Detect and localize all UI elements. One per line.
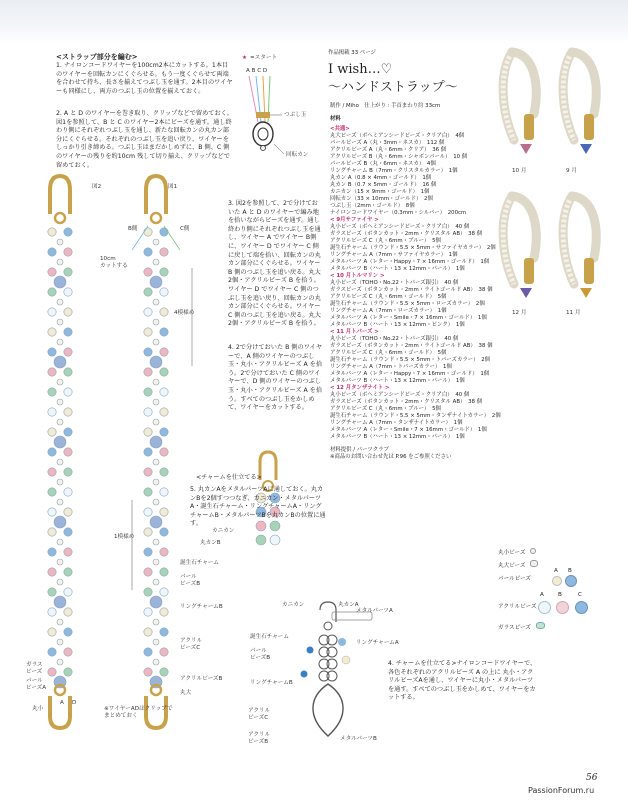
material-month-item: 誕生石チャーム（ラウンド・5.5 × 5mm・タンザナイトカラー） 2個 <box>330 413 501 419</box>
legend-pearl: パールビーズ <box>498 576 531 582</box>
fig2-center-bead <box>57 419 63 425</box>
fig1-center-bead <box>153 639 159 645</box>
wiring-diagram <box>236 52 326 172</box>
acrylic-c-label: アクリル ビーズC <box>180 638 203 651</box>
fig2-center-bead <box>57 379 63 385</box>
fig1-bead <box>144 668 152 676</box>
mini-bead <box>256 535 266 545</box>
fig2-center-bead <box>57 579 63 585</box>
photo-strap-sep <box>554 44 614 164</box>
clasp-top-fig1 <box>146 176 166 223</box>
fig2-center-bead <box>57 659 63 665</box>
fig1-center-bead <box>153 499 159 505</box>
fig2-bead <box>48 628 56 636</box>
fig1-bead <box>160 508 168 516</box>
fig2-bead <box>48 608 56 616</box>
fig2-bead <box>48 268 56 276</box>
fig2-bead <box>64 228 72 236</box>
fig1-center-bead <box>153 459 159 465</box>
fig2-center-bead <box>57 319 63 325</box>
fig1-center-bead <box>153 239 159 245</box>
fig2-bead <box>64 388 72 396</box>
fig2-center-bead <box>57 479 63 485</box>
four-pattern-label: 4模様め <box>174 310 195 316</box>
cd-pearl-b: パール ビーズB <box>250 648 271 661</box>
legend-pearl-a-icon <box>552 576 562 586</box>
fig2-bead <box>64 288 72 296</box>
fig1-bead <box>160 488 168 496</box>
material-month-item: アクリルビーズ C（丸・6mm・ブルー） 5個 <box>330 406 441 412</box>
tanjo-charm-label: 誕生石チャーム <box>180 560 219 566</box>
fig1-center-bead <box>153 579 159 585</box>
fig1-center-bead <box>153 419 159 425</box>
cd-ring-b: リングチャームB <box>250 680 293 686</box>
fig1-center-bead <box>153 619 159 625</box>
marukan-b-label: 丸カンB <box>200 540 221 546</box>
fig2-bead <box>64 428 72 436</box>
fig2-center-bead <box>57 299 63 305</box>
fig1-bead <box>144 308 152 316</box>
fig1-label: 図1 <box>168 184 178 190</box>
fig2-bead <box>48 408 56 416</box>
fig1-bead <box>160 368 168 376</box>
legend-acrylic-b-letter: B <box>558 592 562 598</box>
fig1-bead <box>160 288 168 296</box>
fig1-bead <box>144 388 152 396</box>
product-title-2: 〜ハンドストラップ〜 <box>328 80 458 95</box>
cd-metal-a: メタルパーツA <box>356 608 393 614</box>
acrylic-b-label: アクリルビーズB <box>180 676 223 682</box>
fig1-bead <box>144 368 152 376</box>
cd-marukan-a: 丸カンA <box>338 602 359 608</box>
material-common-item: パールビーズ A（丸・3mm・ネスカ） 112 個 <box>330 140 445 146</box>
fig2-bead <box>64 668 72 676</box>
legend-acrylic-b-icon <box>556 601 569 614</box>
material-month-item: ガラスビーズ（ボタンカット・2mm・クリスタル AB） 38 個 <box>330 399 483 405</box>
fig2-bead <box>64 448 72 456</box>
fig2-bead <box>64 328 72 336</box>
fig1-center-bead <box>150 596 162 608</box>
material-common-item: つぶし玉（2mm・ゴールド） 8個 <box>330 203 415 209</box>
fig2-bead <box>48 388 56 396</box>
material-common-item: アクリルビーズ B（丸・6mm・シャボンパール） 10 個 <box>330 154 468 160</box>
fig2-center-bead <box>57 399 63 405</box>
strap-step1: 1. ナイロンコードワイヤーを100cm2本にカットする。1本目のワイヤーを回転カンにくぐらせる。もう一度くぐらせて両端を合わせて持ち、長さを揃えてつぶし玉を通す。2本目のワイヤーも同様にし、両方のつぶし玉の位置を揃えておく。 <box>56 62 233 95</box>
legend-acrylic-c-letter: C <box>578 592 582 598</box>
cd-acrylic-b: アクリル ビーズB <box>248 732 271 745</box>
material-month-item: ガラスビーズ（ボタンカット・2mm・ライトゴールド AB） 38 個 <box>330 287 493 293</box>
fig1-bead <box>160 308 168 316</box>
fig2-bead <box>48 328 56 336</box>
credit: 制作 / Miho 仕上がり : 手首まわり約 33cm <box>330 103 441 109</box>
cd-ring-a: リングチャームA <box>356 640 399 646</box>
fig1-bead <box>144 228 152 236</box>
month-heading: < 11 月トパーズ > <box>330 329 379 335</box>
fig1-bead <box>160 408 168 416</box>
fig2-bead <box>64 508 72 516</box>
fig1-bead <box>160 448 168 456</box>
fig1-bead <box>160 528 168 536</box>
fig2-center-bead <box>57 499 63 505</box>
charm-diagram <box>280 600 390 750</box>
clasp-top-fig2 <box>50 176 70 223</box>
legend-acrylic-c-icon <box>575 601 588 614</box>
cd-metal-b: メタルパーツB <box>340 736 377 742</box>
material-month-item: メタルパーツ B（ハート・13 × 12mm・パール） 1個 <box>330 378 465 384</box>
fig1-center-bead <box>150 516 162 528</box>
fig2-center-bead <box>57 619 63 625</box>
material-month-item: 誕生石チャーム（ラウンド・5.5 × 5mm・トパーズカラー） 2個 <box>330 357 491 363</box>
fig1-bead <box>144 448 152 456</box>
fig1-center-bead <box>153 659 159 665</box>
kaiten-label: 回転カン <box>286 152 309 158</box>
photo-label-dec: 12 月 <box>512 310 527 316</box>
fig2-bead <box>48 348 56 356</box>
fig2-bead <box>48 568 56 576</box>
fig2-bead <box>64 568 72 576</box>
fig2-bead <box>48 548 56 556</box>
fig2-center-bead <box>57 459 63 465</box>
fig1-bead <box>160 588 168 596</box>
strap-step2: 2. A と D のワイヤーを巻き取り、クリップなどで留めておく。図1を参照して、B と C のワイヤー2本にビーズを通す。通し終わり側にそれぞれつぶし玉を通し、新たな回転カンの丸カン部分にくぐらせる。それぞれのつぶし玉を追い戻り、ワイヤーをしっかり引き締める。つぶし玉はまだかしめずに、B 側、C 側のワイヤーの残りを約10cm 残して切り揃え、クリップなどで留めておく。 <box>56 110 233 169</box>
fig1-bead <box>144 628 152 636</box>
d-letter: D <box>72 700 77 706</box>
material-month-item: リングチャーム A（7mm・タンザナイトカラー） 1個 <box>330 420 463 426</box>
page-ref: 作品掲載 33 ページ <box>328 50 376 56</box>
fig1-bead <box>160 328 168 336</box>
bead-legend <box>498 548 608 638</box>
fig1-center-bead <box>150 276 162 288</box>
material-month-item: メタルパーツ A（レター・Happy・7 × 16mm・ゴールド） 1個 <box>330 259 490 265</box>
fig2-center-bead <box>54 356 66 368</box>
fig1-bead <box>144 428 152 436</box>
material-month-item: 誕生石チャーム（ラウンド・5.5 × 5mm・ローズカラー） 2個 <box>330 301 485 307</box>
cd-kanikan: カニカン <box>282 602 305 608</box>
legend-maru-dai: 丸大ビーズ <box>498 563 526 569</box>
fig1-center-bead <box>153 399 159 405</box>
legend-glass: ガラスビーズ <box>498 625 531 631</box>
material-common-item: リングチャーム B（7mm・クリスタルカラー） 1個 <box>330 168 458 174</box>
mini-bead <box>270 535 280 545</box>
fig2-center-bead <box>54 596 66 608</box>
fig2-bead <box>64 588 72 596</box>
fig1-bead <box>160 248 168 256</box>
legend-maru-sho-icon <box>530 548 536 554</box>
common-heading: <共通> <box>330 126 350 132</box>
material-month-item: 丸小ビーズ（ボヘミアンシードビーズ・クリア白） 40 個 <box>330 392 470 398</box>
fig2-bead <box>48 308 56 316</box>
fig2-bead <box>64 528 72 536</box>
fig1-bead <box>160 228 168 236</box>
fig1-center-bead <box>153 559 159 565</box>
photo-strap-dec <box>494 188 554 308</box>
material-month-item: 誕生石チャーム（ラウンド・5.5 × 5mm・サファイヤカラー） 2個 <box>330 245 496 251</box>
material-month-item: 丸小ビーズ（TOHO・No.22・トパーズ銀引） 40 個 <box>330 280 459 286</box>
fig1-bead <box>144 588 152 596</box>
material-month-item: メタルパーツ B（ハート・13 × 12mm・パール） 1個 <box>330 266 465 272</box>
material-common-item: アクリルビーズ A（丸・6mm・クリア） 36 個 <box>330 147 447 153</box>
material-month-item: アクリルビーズ C（丸・6mm・ゴールド） 5個 <box>330 350 447 356</box>
fig1-center-bead <box>150 436 162 448</box>
fig1-bead <box>160 668 168 676</box>
legend-pearl-a-letter: A <box>554 568 558 574</box>
fig2-center-bead <box>57 339 63 345</box>
material-month-item: リングチャーム A（7mm・サファイヤカラー） 1個 <box>330 252 458 258</box>
fig1-bead <box>160 548 168 556</box>
product-title-1: I wish…♡ <box>328 62 393 77</box>
legend-maru-sho: 丸小ビーズ <box>498 550 526 556</box>
fig1-bead <box>160 628 168 636</box>
fig2-bead <box>48 228 56 236</box>
legend-maru-dai-icon <box>530 560 538 567</box>
fig1-center-bead <box>153 379 159 385</box>
fig2-center-bead <box>57 539 63 545</box>
fig2-bead <box>64 348 72 356</box>
step3-text: 3. 図2を参照して、2で分けておいた A と D のワイヤーで編み地を拾いながらビーズを通す。通し終わり側にそれぞれつぶし玉を通し、ワイヤー A でワイヤー B側に、ワイヤー D でワイヤー C 側に戻して端を拾い、回転カンの丸カン部分にくぐらせる。ワイヤー B 側のつぶし玉を追い戻る。丸大2個・アクリルビーズ B を拾う。ワイヤー D でワイヤー C 側のつぶし玉を追い戻り、回転カンの丸カン部分にくぐらせる。ワイヤー C 側のつぶし玉を追い戻る。丸大2個・アクリルビーズ B を拾う。 <box>228 200 321 328</box>
fig2-bead <box>64 308 72 316</box>
photo-strap-oct <box>494 44 554 164</box>
fig2-bead <box>64 488 72 496</box>
fig2-bead <box>64 608 72 616</box>
strap-heading: <ストラップ部分を編む> <box>56 53 138 61</box>
fig1-bead <box>160 348 168 356</box>
fig1-bead <box>144 248 152 256</box>
fig2-bead <box>48 368 56 376</box>
fig2-bead <box>48 648 56 656</box>
material-month-item: ガラスビーズ（ボタンカット・2mm・ライトゴールド AB） 38 個 <box>330 343 493 349</box>
pearl-beads-label: パール ビーズA <box>26 678 47 691</box>
fig2-bead <box>48 248 56 256</box>
material-common-item: 丸大ビーズ（ボヘミアンシードビーズ・クリア白） 4個 <box>330 133 465 139</box>
material-month-item: メタルパーツ A（レター・Smile・7 × 16mm・ゴールド） 1個 <box>330 427 487 433</box>
month-heading: < 10 月トルマリン > <box>330 273 385 279</box>
start-text: =スタート <box>250 55 278 61</box>
maru-dai-label: 丸大 <box>180 690 192 696</box>
fig1-bead <box>144 608 152 616</box>
month-heading: < 9月サファイヤ > <box>330 217 379 223</box>
material-common-item: パールビーズ B（丸・6mm・ネスカ） 4個 <box>330 161 436 167</box>
top-banner <box>0 0 628 44</box>
kanikan-label-mid: カニカン <box>212 528 235 534</box>
fig2-center-bead <box>54 276 66 288</box>
fig1-bead <box>144 468 152 476</box>
material-month-item: メタルパーツ A（レター・Smile・7 × 16mm・ゴールド） 1個 <box>330 315 487 321</box>
legend-acrylic: アクリルビーズ <box>498 604 537 610</box>
fig2-bead <box>64 648 72 656</box>
material-common-item: カニカン（15 × 9mm・ゴールド） 1個 <box>330 189 430 195</box>
start-label: ★ <box>242 55 248 61</box>
fig1-bead <box>144 508 152 516</box>
photo-label-oct: 10 月 <box>512 168 527 174</box>
photo-strap-nov <box>554 188 614 308</box>
material-common-item: ナイロンコードワイヤー（0.3mm・シルバー） 200cm <box>330 210 467 216</box>
tsubushi-label: つぶし玉 <box>284 112 307 118</box>
fig1-bead <box>144 648 152 656</box>
fig2-center-bead <box>54 436 66 448</box>
fig2-bead <box>64 268 72 276</box>
ring-charm-b-label: リングチャームB <box>180 604 223 610</box>
fig1-bead <box>160 268 168 276</box>
fig2-bead <box>48 668 56 676</box>
material-month-item: メタルパーツ B（ハート・13 × 12mm・パール） 1個 <box>330 434 465 440</box>
fig2-bead <box>64 468 72 476</box>
fig1-bead <box>160 608 168 616</box>
material-common-item: 丸カン A（0.8 × 4mm・ゴールド） 1個 <box>330 175 432 181</box>
legend-pearl-b-letter: B <box>568 568 572 574</box>
charm-heading: <チャームを仕立てる> <box>196 474 262 481</box>
fig1-bead <box>144 328 152 336</box>
fig2-center-bead <box>57 239 63 245</box>
fig1-bead <box>160 468 168 476</box>
fig1-bead <box>144 548 152 556</box>
site-watermark: PassionForum.ru <box>528 786 595 795</box>
material-month-item: リングチャーム A（7mm・ローズカラー） 1個 <box>330 308 447 314</box>
fig2-bead <box>48 528 56 536</box>
fig2-bead <box>48 468 56 476</box>
fig1-bead <box>160 428 168 436</box>
legend-acrylic-a-letter: A <box>540 592 544 598</box>
photo-label-sep: 9 月 <box>566 168 577 174</box>
fig1-center-bead <box>153 539 159 545</box>
material-month-item: ガラスビーズ（ボタンカット・2mm・クリスタル AB） 38 個 <box>330 231 483 237</box>
inquiry-note: ※商品のお問い合わせ先は P.96 をご参照ください <box>330 454 452 460</box>
fig1-bead <box>144 268 152 276</box>
material-month-item: アクリルビーズ C（丸・6mm・ゴールド） 5個 <box>330 294 447 300</box>
material-month-item: アクリルビーズ C（丸・6mm・ブルー） 5個 <box>330 238 441 244</box>
legend-acrylic-a-icon <box>538 601 551 614</box>
fig1-center-bead <box>153 259 159 265</box>
fig2-bead <box>48 508 56 516</box>
fig1-center-bead <box>153 319 159 325</box>
materials-heading: 材料 <box>330 116 341 122</box>
fig2-center-bead <box>54 516 66 528</box>
fig1-bead <box>160 568 168 576</box>
fig2-bead <box>48 428 56 436</box>
fig1-bead <box>144 288 152 296</box>
fig2-center-bead <box>57 559 63 565</box>
fig2-bead <box>48 588 56 596</box>
material-month-item: リングチャーム A（7mm・トパーズカラー） 1個 <box>330 364 452 370</box>
fig2-bead <box>48 288 56 296</box>
fig2-bead <box>64 408 72 416</box>
ad-clip-note: ※ワイヤーADはクリップで まとめておく <box>104 706 173 719</box>
fig1-center-bead <box>153 479 159 485</box>
fig2-bead <box>48 448 56 456</box>
pearl-b-label: パール ビーズB <box>180 574 201 587</box>
fig2-label: 図2 <box>92 184 102 190</box>
material-month-item: メタルパーツ B（ハート・13 × 12mm・ピンク） 1個 <box>330 322 465 328</box>
fig2-bead <box>64 628 72 636</box>
fig2-bead <box>64 548 72 556</box>
cut10-label: 10cm カットする <box>100 256 128 269</box>
fig1-bead <box>144 408 152 416</box>
material-common-item: 回転カン（33 × 10mm・ゴールド） 2個 <box>330 196 433 202</box>
wire-letters: A B C D <box>246 68 268 74</box>
material-month-item: メタルパーツ A（レター・Happy・7 × 16mm・ゴールド） 1個 <box>330 371 490 377</box>
material-month-item: 丸小ビーズ（TOHO・No.22・トパーズ銀引） 40 個 <box>330 336 459 342</box>
page-number: 56 <box>586 773 598 783</box>
fig1-bead <box>160 388 168 396</box>
fig1-bead <box>144 568 152 576</box>
fig1-bead <box>144 528 152 536</box>
maru-sho-label: 丸小 <box>32 706 44 712</box>
one-pattern-label: 1模様め <box>114 534 135 540</box>
fig2-bead <box>48 488 56 496</box>
photo-label-nov: 11 月 <box>566 310 581 316</box>
fig2-bead <box>64 248 72 256</box>
fig1-bead <box>160 648 168 656</box>
material-common-item: 丸カン B（0.7 × 5mm・ゴールド） 16 個 <box>330 182 437 188</box>
a-letter: A <box>60 700 64 706</box>
charm-step5: 5. 丸カンAをメタルパーツAに通しておく。丸カンBを2個すつつなぎ、カニカン・メタルパーツA・誕生石チャーム・リングチャームA・リングチャームB・メタルパーツBを丸カンBの位置に通す。 <box>190 486 326 528</box>
fig1-center-bead <box>153 299 159 305</box>
cd-acrylic-c: アクリル ビーズC <box>248 708 271 721</box>
month-heading: < 12 月タンザナイト > <box>330 385 390 391</box>
b-side-label: B側 <box>128 226 138 232</box>
fig2-center-bead <box>57 639 63 645</box>
supplier: 材料提供 / パーツクラブ <box>330 447 389 453</box>
fig1-bead <box>144 488 152 496</box>
step4-text: 4. 2で分けておいた B 側のワイヤーで、A 側のワイヤーのつぶし玉・丸小・アクリルビーズ A を拾う。2で分けておいた C 側のワイヤーで、D 側のワイヤーのつぶし玉・丸小・アクリルビーズ A を拾う。すべてのつぶし玉をかしめて、ワイヤーをカットする。 <box>228 344 323 412</box>
charm-step4b: 4. チャームを仕立てる>ナイロンコードワイヤーで、各色それぞれのアクリルビーズ A の上に 丸小・アクリルビーズAを通し、ワイヤーに丸小・メタルパーツを通す。すべてのつぶし玉をかしめて、ワイヤーをカットする。 <box>388 660 537 702</box>
fig1-center-bead <box>153 339 159 345</box>
fig1-bead <box>144 348 152 356</box>
fig2-center-bead <box>57 259 63 265</box>
legend-glass-icon <box>536 622 545 629</box>
material-month-item: 丸小ビーズ（ボヘミアンシードビーズ・クリア白） 40 個 <box>330 224 470 230</box>
glass-beads-label: ガラス ビーズ <box>26 662 43 675</box>
c-side-label: C側 <box>180 226 190 232</box>
fig2-bead <box>64 368 72 376</box>
legend-pearl-b-icon <box>565 575 577 587</box>
cd-tanjo: 誕生石チャーム <box>250 634 289 640</box>
fig1-center-bead <box>150 356 162 368</box>
